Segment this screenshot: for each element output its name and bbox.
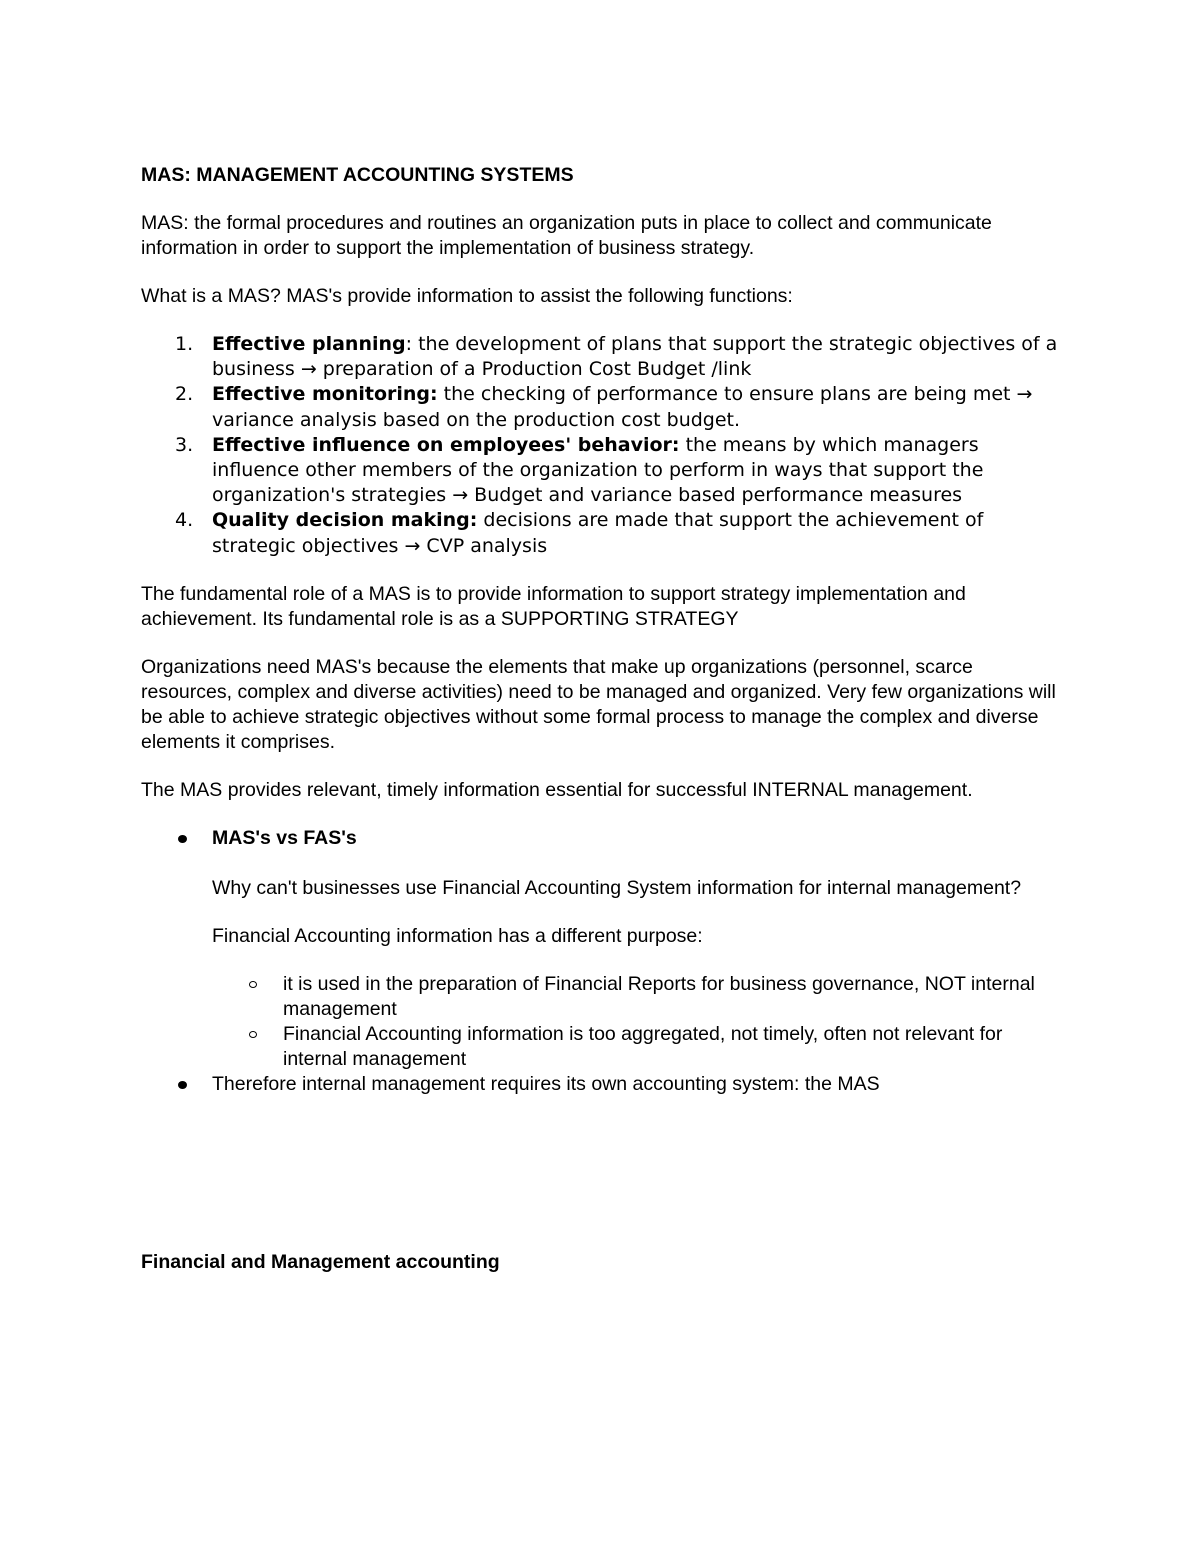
- functions-list: [141, 332, 1061, 559]
- function-text: decisions are made that support the achievement of strategic objectives → CVP analysis: [212, 509, 984, 557]
- function-text: the development of plans that support the strategic objectives of a business → preparation of a Production Cost Budget /link: [212, 333, 1058, 381]
- function-term: Effective monitoring:: [212, 383, 438, 406]
- comparison-conclusion: Therefore internal management requires its own accounting system: the MAS: [212, 1072, 880, 1095]
- list-item: [283, 972, 1061, 1022]
- comparison-question: Why can't businesses use Financial Accounting System information for internal management?: [212, 876, 1022, 899]
- list-number: 4.: [175, 509, 194, 532]
- comparison-list: [141, 826, 1061, 1097]
- list-number: 2.: [175, 383, 194, 406]
- role-paragraph: The fundamental role of a MAS is to provide information to support strategy implementation and achievement. Its fundamental role is as a SUPPORTING STRATEGY: [141, 582, 966, 630]
- internal-paragraph: The MAS provides relevant, timely information essential for successful INTERNAL management.: [141, 778, 973, 801]
- reasons-list: [212, 972, 1061, 1072]
- bullet-dot-icon: [178, 835, 187, 843]
- function-sep: :: [405, 333, 413, 355]
- bullet-circle-icon: [249, 1031, 257, 1038]
- list-item: [212, 826, 1061, 1072]
- list-item: [175, 508, 1061, 558]
- document-title: MAS: MANAGEMENT ACCOUNTING SYSTEMS: [141, 164, 574, 186]
- reason-text: it is used in the preparation of Financial Reports for business governance, NOT internal management: [283, 972, 1035, 1020]
- definition-paragraph: MAS: the formal procedures and routines an organization puts in place to collect and communicate information in order to support the implementation of business strategy.: [141, 212, 992, 259]
- need-paragraph: Organizations need MAS's because the elements that make up organizations (personnel, scarce resources, complex and diverse activities) need to be managed and organized. Very few organizations will be able to achieve strategic objectives without some formal process to manage the complex and diverse elements it comprises.: [141, 655, 1056, 753]
- bullet-circle-icon: [249, 981, 257, 988]
- function-text: the checking of performance to ensure plans are being met → variance analysis based on the production cost budget.: [212, 383, 1033, 431]
- list-item: [175, 433, 1061, 509]
- function-term: Effective planning: [212, 333, 406, 355]
- list-item: [175, 332, 1061, 382]
- bullet-dot-icon: [178, 1081, 187, 1089]
- list-item: [175, 382, 1061, 432]
- list-item: [212, 1072, 1061, 1097]
- function-term: Effective influence on employees' behavior:: [212, 433, 680, 456]
- list-item: [283, 1022, 1061, 1072]
- section-heading: Financial and Management accounting: [141, 1251, 500, 1273]
- list-number: 3.: [175, 433, 194, 456]
- intro-paragraph: What is a MAS? MAS's provide information to assist the following functions:: [141, 285, 793, 307]
- comparison-heading: MAS's vs FAS's: [212, 826, 357, 849]
- list-number: 1.: [175, 333, 194, 355]
- comparison-purpose: Financial Accounting information has a different purpose:: [212, 924, 703, 947]
- function-term: Quality decision making:: [212, 509, 478, 532]
- reason-text: Financial Accounting information is too aggregated, not timely, often not relevant for internal management: [283, 1022, 1003, 1070]
- document-body: [141, 163, 1061, 1097]
- function-text: the means by which managers influence other members of the organization to perform in ways that support the organization's strategies → Budget and variance based performance measures: [212, 433, 984, 507]
